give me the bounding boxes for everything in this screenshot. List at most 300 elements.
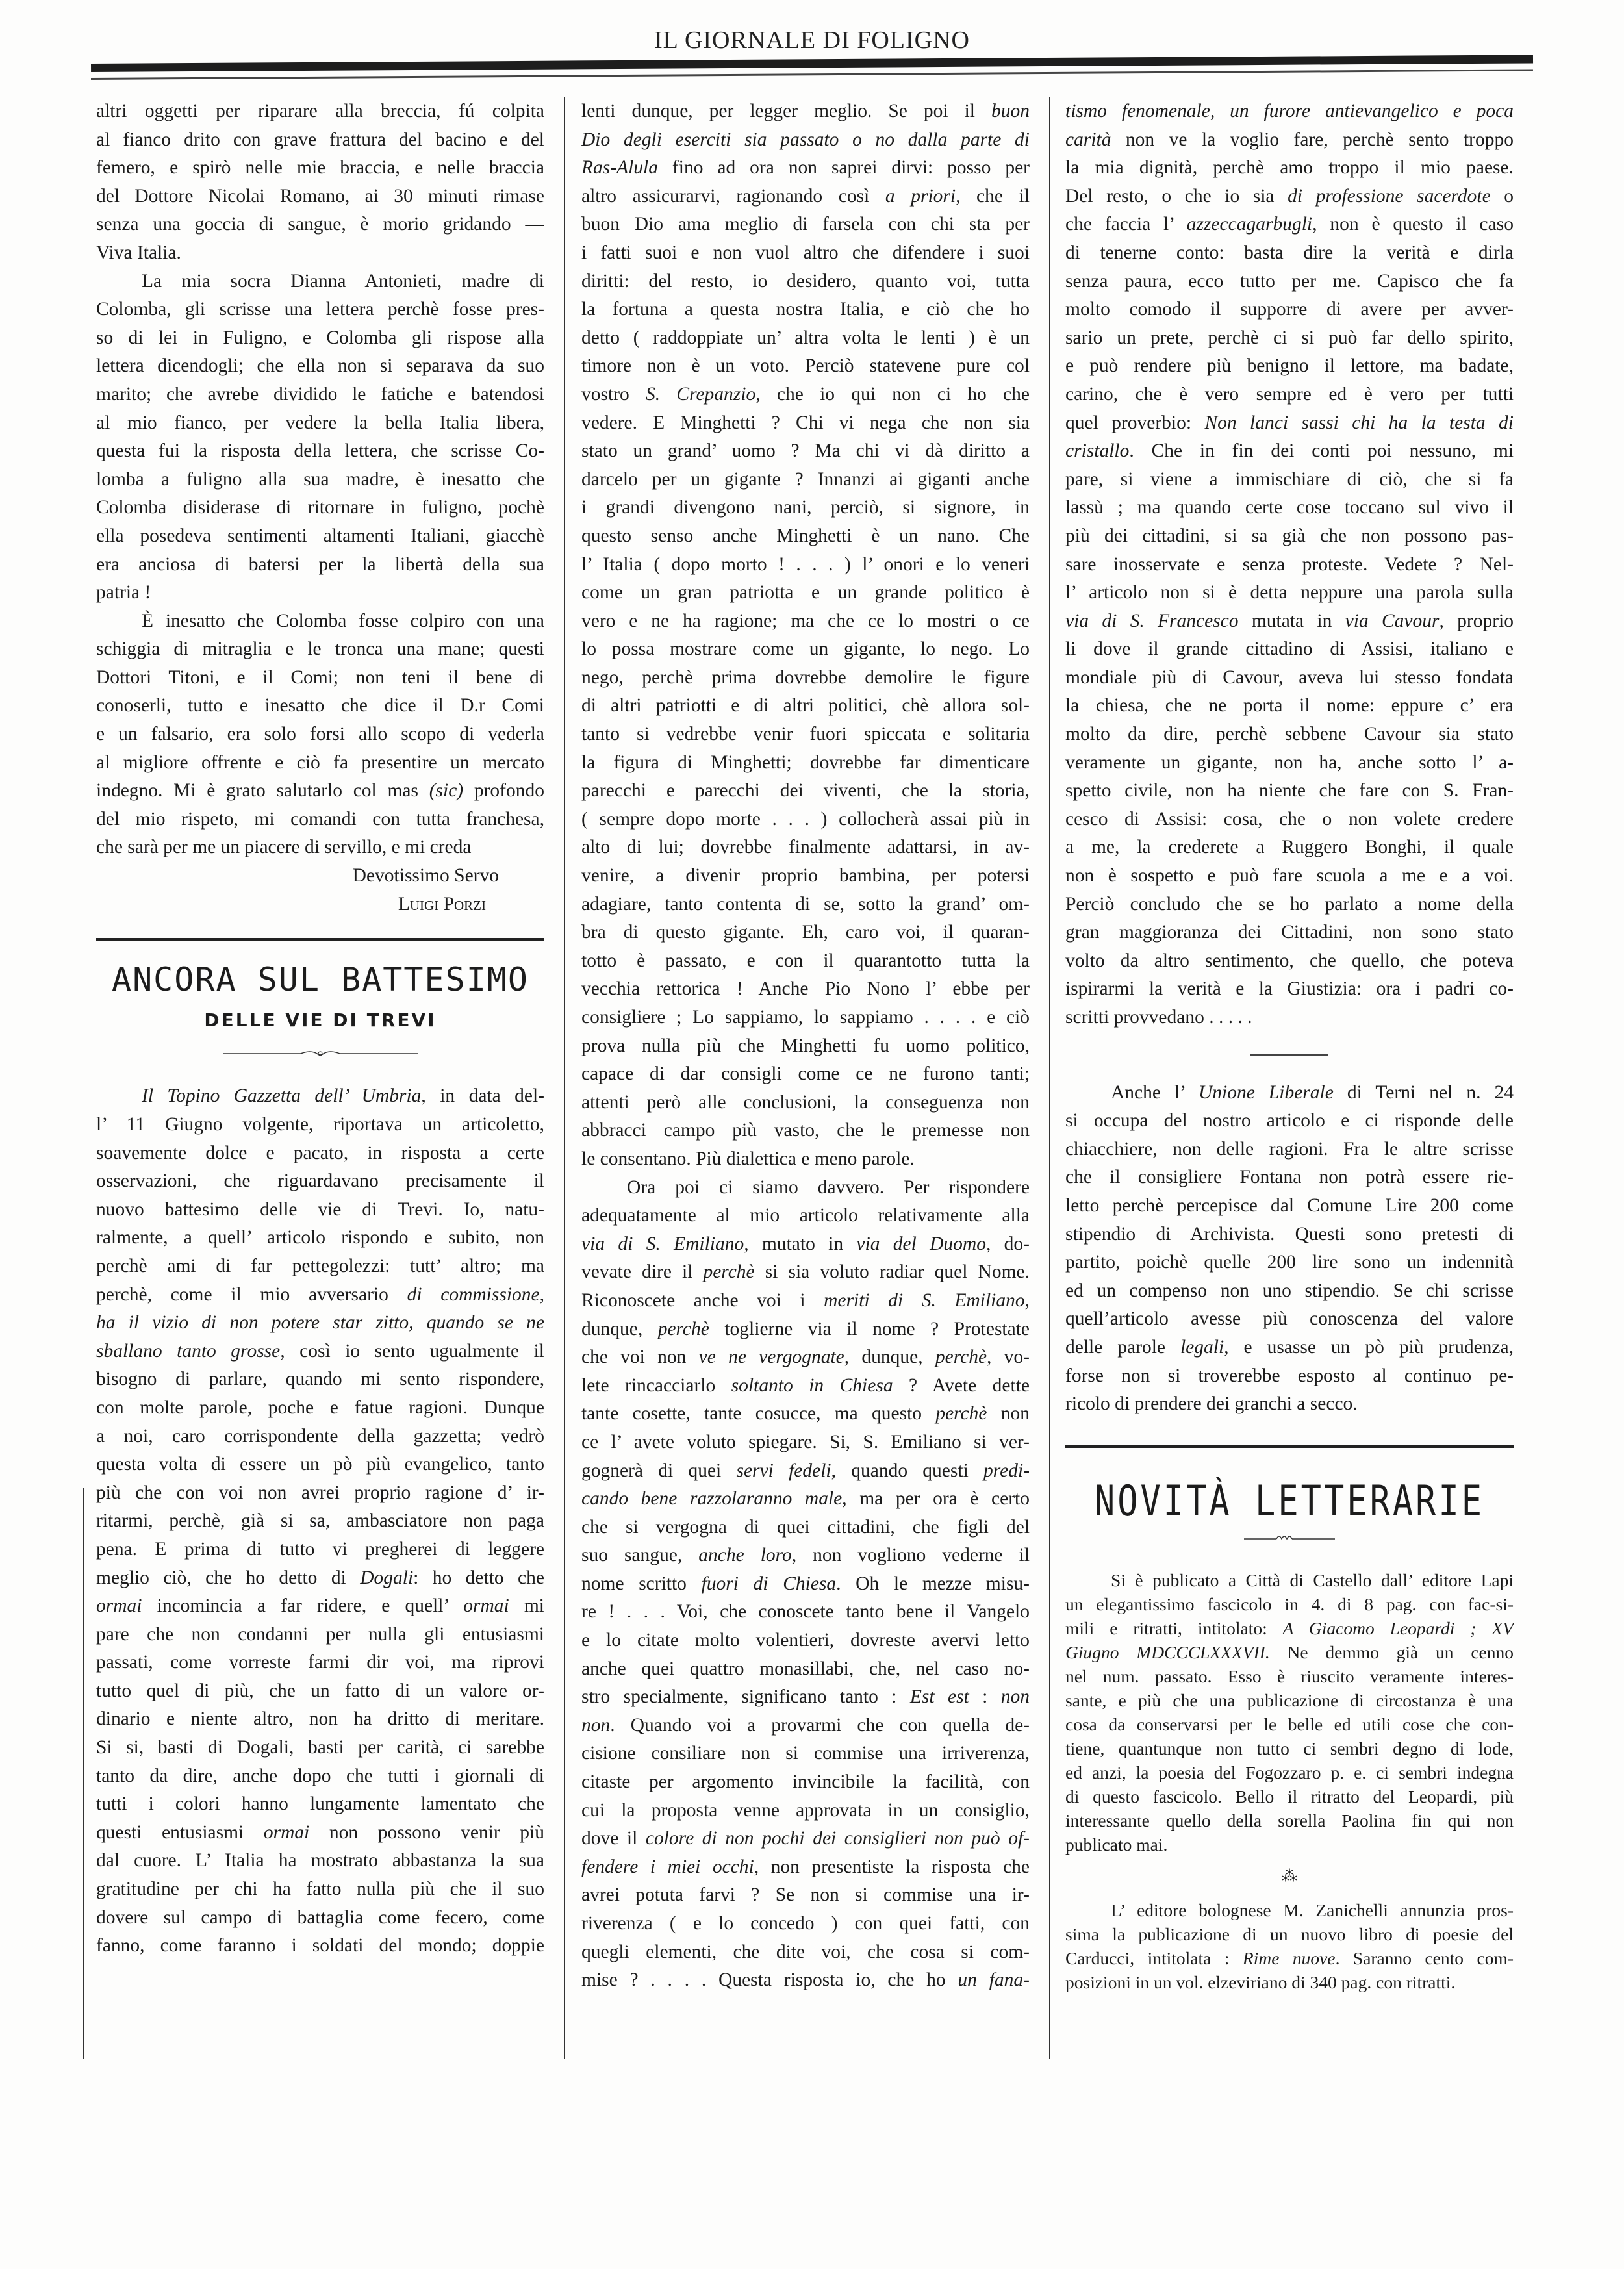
text-segment: , non è questo il caso (1312, 214, 1514, 235)
text-segment: letto perchè percepisce dal Comune Lire 200 come (1065, 1195, 1514, 1216)
text-segment: fanno, come faranno i soldati del mondo; doppie (96, 1935, 544, 1957)
text-line (581, 1287, 1030, 1315)
text-line (581, 1570, 1030, 1599)
italic-text: buon (991, 101, 1030, 121)
text-segment: dovere sul campo di battaglia come fecero, come (96, 1907, 544, 1928)
text-segment: più che con voi non avrei proprio ragione d’ ir- (96, 1482, 544, 1503)
text-line (1065, 1712, 1514, 1736)
text-segment: Si è publicato a Città di Castello dall’ editore Lapi (1111, 1570, 1514, 1591)
text-line (96, 1932, 544, 1960)
column-3 (1065, 97, 1514, 1994)
text-line (96, 1196, 544, 1224)
text-line (581, 805, 1030, 834)
text-line (1065, 1832, 1514, 1857)
text-segment: , in data del- (421, 1085, 544, 1107)
text-line (581, 551, 1030, 579)
text-line (581, 1825, 1030, 1853)
text-line (581, 1315, 1030, 1344)
text-line (96, 522, 544, 551)
text-segment: i fatti suoi e non vuol altro che difendere i suoi (581, 242, 1030, 263)
text-line (581, 1966, 1030, 1995)
text-segment: e un falsario, era solo forsi allo scopo di vederla (96, 724, 544, 745)
text-line (581, 1655, 1030, 1684)
text-line (581, 1910, 1030, 1938)
text-segment: che sarà per me un piacere di servillo, e mi creda (96, 837, 472, 858)
text-line (96, 1451, 544, 1479)
italic-text: ormai (263, 1821, 310, 1843)
text-segment: a noi, caro corrispondente della gazzetta; vedrò (96, 1425, 544, 1447)
text-segment: altro assicurarvi, ragionando così (581, 185, 885, 207)
italic-text: (sic) (429, 780, 464, 802)
text-segment: la fortuna a questa nostra Italia, e ciò che ho (581, 299, 1030, 320)
text-segment: più dei cittadini, si sa già che non possono pas- (1065, 525, 1514, 546)
text-line (1065, 1922, 1514, 1946)
text-segment: prova nulla più che Minghetti fu uomo politico, (581, 1035, 1030, 1056)
text-line (581, 239, 1030, 268)
text-segment: : ho detto che (413, 1567, 544, 1588)
masthead-thick-rule (91, 55, 1533, 72)
italic-text: sballano tanto grosse, (96, 1340, 285, 1362)
text-line (581, 1004, 1030, 1032)
text-segment: non è sospetto e può fare scuola a me e a voi. (1065, 865, 1514, 887)
text-line (1065, 891, 1514, 919)
text-line (581, 1797, 1030, 1825)
text-segment: l’ Italia ( dopo morto ! . . . ) l’ onori e lo veneri (581, 553, 1030, 575)
text-line (1065, 1616, 1514, 1640)
text-line (96, 1365, 544, 1394)
text-line (96, 352, 544, 381)
letter-signature: Luigi Porzi (398, 893, 486, 915)
text-segment: spetto civile, non ha niente che fare con S. Fran- (1065, 780, 1514, 802)
text-segment: nego, perchè prima dovrebbe demolire le figure (581, 666, 1030, 688)
text-segment: come un gran patriotta e un grande politico è (581, 582, 1030, 603)
text-segment: di tenerne conto: basta dire la verità e dirla (1065, 242, 1514, 263)
text-segment: ? Avete dette (893, 1375, 1030, 1396)
text-segment: un elegantissimo fascicolo in 4. di 8 pag. con fac-si- (1065, 1594, 1514, 1615)
article-subheadline: DELLE VIE DI TREVI (204, 1009, 437, 1031)
text-line (96, 720, 544, 749)
text-line (1065, 1970, 1514, 1994)
text-segment: darcelo per un gigante ? Innanzi ai giganti anche (581, 468, 1030, 490)
text-line (96, 692, 544, 720)
text-segment: non (987, 1403, 1030, 1425)
text-line (96, 1394, 544, 1423)
text-segment: che voi non (581, 1347, 699, 1368)
text-segment: lassù ; ma quando certe cose toccano sul vivo il (1065, 497, 1514, 518)
text-line (1065, 1249, 1514, 1277)
text-segment: venire, a divenir proprio bambina, per potersi (581, 865, 1030, 887)
text-segment: Ne demmo già un cenno (1269, 1642, 1514, 1663)
text-line (581, 919, 1030, 947)
text-line (581, 494, 1030, 522)
text-line (96, 126, 544, 155)
text-segment: lenti dunque, per legger meglio. Se poi il (581, 101, 991, 121)
italic-text: ormai (96, 1595, 142, 1617)
text-segment: anche quei quattro monasillabi, che, nel caso no- (581, 1658, 1030, 1679)
italic-text: perchè (657, 1318, 709, 1339)
text-segment: vedere. E Minghetti ? Chi vi nega che non sia (581, 412, 1030, 433)
text-line (581, 296, 1030, 324)
text-line (581, 1174, 1030, 1202)
text-segment: tutti i colori hanno lungamente lamentato che (96, 1794, 544, 1815)
text-line (1065, 268, 1514, 296)
letter-closing: Devotissimo Servo (352, 865, 499, 887)
letter-body (96, 97, 544, 862)
text-segment: che faccia l’ (1065, 214, 1187, 235)
text-segment: ispirarmi la verità e la Giustizia: ora i padri co- (1065, 978, 1514, 1000)
text-line (96, 1252, 544, 1281)
text-line (1065, 635, 1514, 664)
text-segment: forse non si troverebbe esposto al continuo pe- (1065, 1365, 1514, 1386)
text-segment: quegli elementi, che dite voi, che cosa si com- (581, 1941, 1030, 1962)
text-line (581, 1712, 1030, 1740)
text-segment: vecchia rettorica ! Anche Pio Nono l’ ebbe per (581, 978, 1030, 1000)
text-segment: . Saranno cento com- (1335, 1948, 1514, 1969)
text-segment: senza una goccia di sangue, è morio gridando — (96, 214, 544, 235)
italic-text: Il Topino Gazzetta dell’ Umbria (142, 1085, 422, 1107)
column-divider-2 (1049, 97, 1050, 2059)
text-line (581, 1060, 1030, 1089)
text-line (581, 1683, 1030, 1712)
text-line (96, 494, 544, 522)
text-line (1065, 1640, 1514, 1664)
text-segment: abbracci campo più vasto, che le premesse non (581, 1120, 1030, 1141)
text-line (96, 437, 544, 466)
text-line (581, 692, 1030, 720)
text-segment: dal cuore. L’ Italia ha mostrato abbastanza la sua (96, 1850, 544, 1871)
text-line (96, 777, 544, 805)
text-segment: perchè, come il mio avversario (96, 1284, 407, 1305)
short-divider (1250, 1054, 1328, 1056)
text-line (1065, 1135, 1514, 1164)
text-segment: Carducci, intitolata : (1065, 1948, 1243, 1969)
text-segment: di questo fascicolo. Bello il ritratto del Leopardi, più (1065, 1786, 1514, 1807)
text-segment: mutata in (1238, 610, 1345, 631)
text-line (581, 381, 1030, 409)
text-line (581, 1089, 1030, 1117)
text-segment: ed anzi, la poesia del Fogozzaro p. e. ci sembri indegna (1065, 1762, 1514, 1783)
text-line (1065, 947, 1514, 976)
text-segment: . Che in fin dei conti poi nessuno, mi (1129, 440, 1514, 462)
text-segment: si sia voluto radiar quel Nome. (754, 1261, 1030, 1283)
column-divider-1 (564, 97, 565, 2059)
text-line (581, 862, 1030, 891)
text-line (581, 749, 1030, 778)
text-segment: incomincia a far ridere, e quell’ (142, 1595, 464, 1617)
text-segment: di Terni nel n. 24 (1333, 1082, 1514, 1103)
text-segment: sario un prete, perchè ci si può far dello spirito, (1065, 327, 1514, 348)
text-segment: del Dottore Nicolai Romano, ai 30 minuti rimase (96, 185, 544, 207)
text-line (581, 1541, 1030, 1570)
text-line (96, 268, 544, 296)
text-line (96, 183, 544, 211)
text-line (1065, 1334, 1514, 1362)
text-segment: , non vogliono vederne il (791, 1545, 1030, 1566)
text-line (1065, 183, 1514, 211)
text-line (581, 1202, 1030, 1230)
text-segment: , e usasse un pò più prudenza, (1224, 1336, 1514, 1358)
italic-text: Ras-Alula (581, 157, 658, 179)
text-line (581, 1032, 1030, 1061)
text-line (1065, 1305, 1514, 1334)
text-line (96, 1507, 544, 1536)
text-segment: detto ( raddoppiate un’ altra volta le lenti ) è un (581, 327, 1030, 348)
italic-text: non (581, 1714, 611, 1736)
text-segment: , do- (985, 1233, 1030, 1254)
text-line (581, 1485, 1030, 1514)
text-segment: mondiale più di Cavour, aveva lui stesso fondata (1065, 666, 1514, 688)
text-segment: si occupa del nostro articolo e ci risponde delle (1065, 1110, 1514, 1132)
text-line (581, 579, 1030, 607)
italic-text: perchè (935, 1347, 987, 1368)
text-segment: ella posedeva sentimenti altamenti Italiani, giacchè (96, 525, 544, 546)
text-segment: pare che non condanni per nulla gli entusiasmi (96, 1623, 544, 1645)
text-line (96, 324, 544, 353)
italic-text: soltanto in Chiesa (731, 1375, 893, 1396)
text-line (581, 1740, 1030, 1768)
italic-text: carità (1065, 129, 1111, 150)
text-segment: nuovo battesimo delle vie di Trevi. Io, natu- (96, 1198, 544, 1220)
italic-text: a priori (885, 185, 956, 207)
text-segment: li dove il grande cittadino di Assisi, italiano e (1065, 639, 1514, 660)
text-line (581, 1627, 1030, 1655)
text-segment: del mio rispeto, mi comandi con tutta franchesa, (96, 808, 544, 830)
text-line (96, 1082, 544, 1111)
text-segment: cisione consiliare non si commise una irriverenza, (581, 1743, 1030, 1764)
text-segment: che il consigliere Fontana non potrà essere rie- (1065, 1167, 1514, 1188)
asterism-separator: ⁂ (1282, 1868, 1297, 1886)
text-line (1065, 579, 1514, 607)
text-line (96, 1847, 544, 1875)
text-line (96, 1224, 544, 1252)
text-segment: vero e ne ha ragione; ma che ce lo mostri o ce (581, 610, 1030, 631)
text-segment: totto è passato, e con il quarantotto tutta la (581, 950, 1030, 971)
text-line (96, 296, 544, 324)
text-segment: l’ 11 Giugno volgente, riportava un articoletto, (96, 1114, 544, 1135)
text-line (581, 664, 1030, 692)
text-segment: passati, come vorreste farmi dir voi, ma riprovi (96, 1652, 544, 1673)
text-segment: , vo- (987, 1347, 1030, 1368)
text-line (581, 1853, 1030, 1882)
italic-text: anche loro (698, 1545, 792, 1566)
text-segment: Anche l’ (1111, 1082, 1199, 1103)
text-segment: riverenza ( e lo concedo ) con quei fatti, con (581, 1913, 1030, 1934)
italic-text: di professione sacerdote (1288, 185, 1491, 207)
text-segment: tutto quel di più, che un fatto di un valore or- (96, 1680, 544, 1701)
text-segment: la chiesa, che ne porta il nome: eppure c’ era (1065, 695, 1514, 716)
text-segment: adequatamente al mio articolo relativamente alla (581, 1205, 1030, 1226)
text-segment: volto da altro sentimento, che quello, che poteva (1065, 950, 1514, 971)
text-line (1065, 381, 1514, 409)
text-segment: stato un grand’ uomo ? Ma chi vi dà diritto a (581, 440, 1030, 462)
text-segment: dunque, (581, 1318, 658, 1339)
article-continuation (581, 97, 1030, 1995)
text-line (581, 1514, 1030, 1542)
text-segment: questa volta di essere un pò più evangelico, tanto (96, 1454, 544, 1475)
text-segment: mise ? . . . . Questa risposta io, che ho (581, 1970, 958, 1991)
text-line (581, 1258, 1030, 1287)
text-line (1065, 409, 1514, 438)
text-segment: o (1490, 185, 1514, 207)
text-segment: , (1024, 1289, 1030, 1311)
text-line (1065, 1760, 1514, 1784)
text-segment: sima la publicazione di un nuovo libro di poesie del (1065, 1924, 1514, 1945)
text-segment: Riconoscete anche voi i (581, 1289, 824, 1311)
text-segment: suo sangue, (581, 1545, 699, 1566)
italic-text: S. Crepanzio (646, 383, 756, 405)
text-line (96, 97, 544, 126)
text-segment: chiacchiere, non delle ragioni. Fra le altre scrisse (1065, 1138, 1514, 1160)
novita-headline: NOVITÀ LETTERARIE (1094, 1477, 1485, 1527)
text-line (96, 1592, 544, 1621)
text-segment: Colomba disiderase di ritornare in fuligno, pochè (96, 497, 544, 518)
text-line (96, 1705, 544, 1734)
text-line (1065, 862, 1514, 891)
text-line (96, 239, 544, 268)
text-line (96, 579, 544, 607)
text-segment: publicato mai. (1065, 1834, 1168, 1855)
text-line (1065, 1362, 1514, 1391)
italic-text: Dio degli eserciti sia passato o no dalla parte di (581, 129, 1030, 150)
text-line (581, 1400, 1030, 1428)
text-segment: molto comodo il supporre di avere per avver- (1065, 299, 1514, 320)
text-segment: consigliere ; Lo sappiamo, lo sappiamo . . . . e ciò (581, 1007, 1030, 1028)
text-segment: Viva Italia. (96, 242, 181, 263)
text-segment: toglierne via il nome ? Protestate (709, 1318, 1030, 1339)
ornament-divider-2 (1244, 1533, 1335, 1542)
italic-text: Dogali (360, 1567, 414, 1588)
column-2 (581, 97, 1030, 1995)
text-segment: questo senso anche Minghetti è un nano. Che (581, 525, 1030, 546)
italic-text: Rime nuove (1242, 1948, 1336, 1969)
italic-text: tismo fenomenale, un furore antievangelico e poca (1065, 101, 1514, 121)
text-line (581, 1428, 1030, 1457)
text-segment: timore non è un voto. Perciò statevene pure col (581, 355, 1030, 377)
text-line (96, 1621, 544, 1649)
text-line (581, 1598, 1030, 1627)
text-segment: questi entusiasmi (96, 1821, 264, 1843)
text-line (581, 947, 1030, 976)
text-line (96, 1536, 544, 1564)
text-line (1065, 664, 1514, 692)
text-segment: i grandi divengono nani, perciò, si signore, in (581, 497, 1030, 518)
text-segment: , mutato in (744, 1233, 857, 1254)
text-segment: Ora poi ci siamo davvero. Per rispondere (627, 1176, 1030, 1198)
text-line (1065, 437, 1514, 466)
text-line (581, 268, 1030, 296)
text-segment: conoserli, tutto e inesatto che dice il D.r Comi (96, 695, 544, 716)
text-segment: di altri patriotti e di altri politici, chè allora sol- (581, 695, 1030, 716)
zanichelli-note (1065, 1898, 1514, 1994)
text-segment: tanto si vedrebbe venir fuori spiccata e solitaria (581, 724, 1030, 745)
text-segment: lo possa mostrare come un gigante, lo nego. Lo (581, 639, 1030, 660)
text-segment: alto di lui; dovrebbe finalmente adattarsi, in av- (581, 837, 1030, 858)
text-segment: questa fui la risposta della lettera, che scrisse Co- (96, 440, 544, 462)
text-line (1065, 126, 1514, 155)
text-line (96, 1790, 544, 1819)
text-segment: dove il (581, 1828, 646, 1849)
text-segment: tiene, quantunque non tutto ci sembri degno di lode, (1065, 1738, 1514, 1759)
text-segment: veramente un gigante, non ha, anche sotto l’ a- (1065, 752, 1514, 773)
text-segment: a me, la crederete a Ruggero Bonghi, il quale (1065, 837, 1514, 858)
text-line (1065, 1390, 1514, 1419)
text-line (96, 1734, 544, 1762)
text-line (581, 635, 1030, 664)
text-segment: stipendio di Archivista. Questi sono pretesti di (1065, 1223, 1514, 1245)
text-segment: marito; che avrebe dividido le fatiche e batendosi (96, 383, 544, 405)
text-segment: adagiare, tanto contenta di se, sotto la grand’ om- (581, 893, 1030, 915)
text-segment: era anciosa di batersi per la libertà della sua (96, 553, 544, 575)
section-rule-2 (1065, 1445, 1514, 1448)
text-segment: cesco di Assisi: cosa, che o non volete credere (1065, 808, 1514, 830)
text-line (1065, 1107, 1514, 1135)
text-line (96, 1649, 544, 1677)
text-segment: gran maggioranza dei Cittadini, non sono stato (1065, 922, 1514, 943)
text-segment: tante cosette, tante cosucce, ma questo (581, 1403, 936, 1425)
text-segment: altri oggetti per riparare alla breccia, fú colpita (96, 101, 544, 121)
text-line (581, 409, 1030, 438)
text-segment: profondo (463, 780, 544, 802)
text-segment: tanto da dire, anche dopo che tutti i giornali di (96, 1765, 544, 1786)
text-segment: le consentano. Più dialettica e meno parole. (581, 1148, 915, 1169)
text-line (96, 409, 544, 438)
text-line (1065, 1898, 1514, 1922)
text-segment: , quando questi (831, 1460, 984, 1481)
text-segment: Dottori Titoni, e il Comi; non teni il bene di (96, 666, 544, 688)
text-line (96, 381, 544, 409)
text-line (581, 126, 1030, 155)
text-line (581, 1343, 1030, 1372)
text-line (96, 1111, 544, 1139)
text-segment: schiggia di mitraglia e le tronca una mane; questi (96, 639, 544, 660)
text-line (581, 183, 1030, 211)
italic-text: non (1000, 1686, 1030, 1708)
text-segment: femero, e spirò nelle mie braccia, e nelle braccia (96, 157, 544, 179)
italic-text: Non lanci sassi chi ha la testa di (1204, 412, 1514, 433)
text-segment: , dunque, (844, 1347, 935, 1368)
text-line (1065, 975, 1514, 1004)
text-segment: lomba a fuligno alla sua madre, è inesatto che (96, 468, 544, 490)
text-segment: dinario e niente altro, non ha dritto di meritare. (96, 1708, 544, 1730)
text-segment: : (969, 1686, 1001, 1708)
text-line (1065, 1079, 1514, 1108)
text-line (1065, 1592, 1514, 1616)
text-segment: re ! . . . Voi, che conoscete tanto bene il Vangelo (581, 1601, 1030, 1623)
text-line (1065, 551, 1514, 579)
text-line (1065, 154, 1514, 183)
text-line (96, 210, 544, 239)
text-line (1065, 1004, 1514, 1032)
text-segment: carino, che è vero sempre ed è vero per tutti (1065, 383, 1514, 405)
text-segment: ralmente, a quell’ articolo rispondo e subito, non (96, 1227, 544, 1249)
text-segment: stro specialmente, significano tanto : (581, 1686, 910, 1708)
text-segment: pare, si viene a immischiare di ciò, che si fa (1065, 468, 1514, 490)
text-line (581, 97, 1030, 126)
text-segment: ricolo di prendere dei granchi a secco. (1065, 1393, 1358, 1415)
text-segment: Colomba, gli scrisse una lettera perchè fosse pres- (96, 299, 544, 320)
text-segment: e può rendere più benigno il lettore, ma badate, (1065, 355, 1514, 377)
text-segment: citaste per argomento invincibile la facilità, con (581, 1771, 1030, 1793)
text-segment: so di lei in Fuligno, e Colomba gli rispose alla (96, 327, 544, 348)
text-line (1065, 296, 1514, 324)
text-line (581, 1768, 1030, 1797)
text-line (96, 1762, 544, 1791)
text-segment: così io sento ugualmente il (285, 1340, 544, 1362)
text-line (96, 466, 544, 494)
text-line (1065, 210, 1514, 239)
text-segment: e lo citate molto volentieri, dovreste avervi letto (581, 1630, 1030, 1651)
italic-text: cando bene razzolaranno male (581, 1488, 843, 1510)
